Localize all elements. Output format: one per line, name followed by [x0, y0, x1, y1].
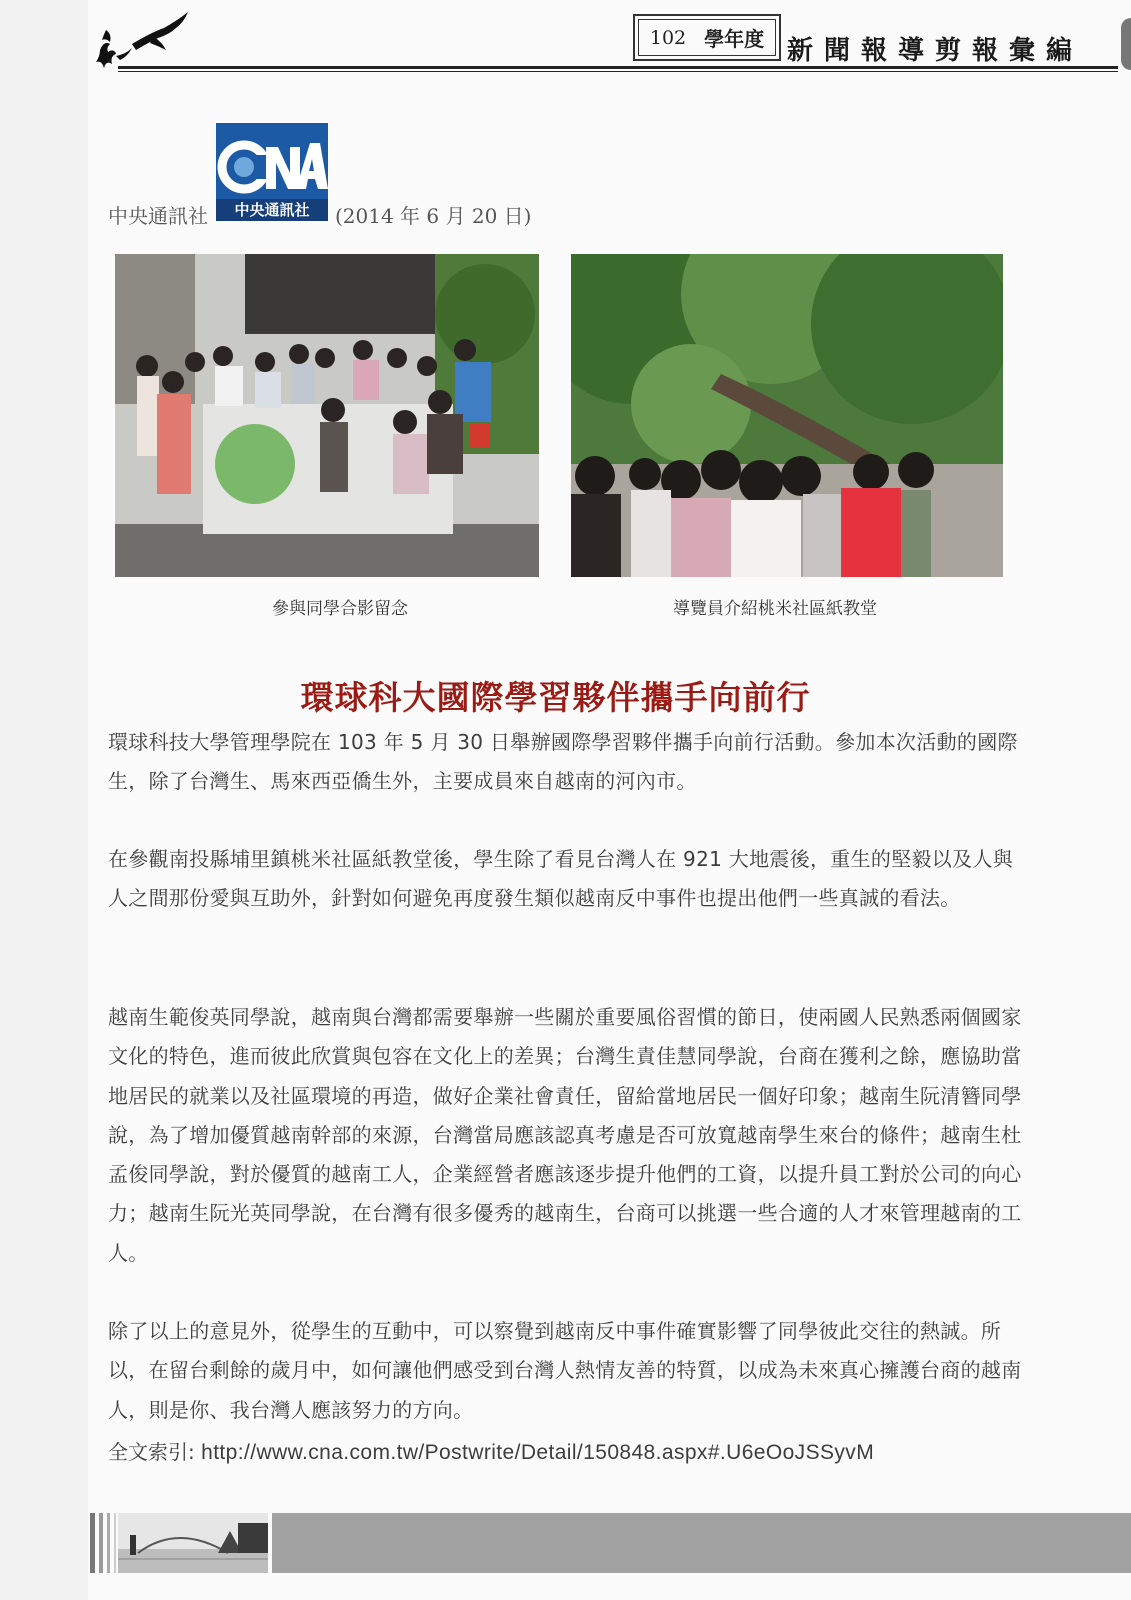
article-paragraph-1: 環球科技大學管理學院在 103 年 5 月 30 日舉辦國際學習夥伴攜手向前行活動。參加本次活動的國際生，除了台灣生、馬來西亞僑生外，主要成員來自越南的河內市。 [108, 730, 1018, 794]
header-title: 新聞報導剪報彙編 [787, 36, 1084, 66]
reference-link[interactable]: http://www.cna.com.tw/Postwrite/Detail/150848.aspx#.U6eOoJSSyvM [201, 1441, 875, 1464]
article-paragraph-4: 除了以上的意見外，從學生的互動中，可以察覺到越南反中事件確實影響了同學彼此交往的熱誠。所以，在留台剩餘的歲月中，如何讓他們感受到台灣人熱情友善的特質，以成為未來真心擁護台商的越南人，則是你、我台灣人應該努力的方向。 [108, 1319, 1022, 1422]
header-rule-thin [118, 71, 1118, 72]
photo-caption-left: 參與同學合影留念 [272, 599, 408, 619]
source-agency: 中央通訊社 [108, 204, 208, 228]
group-photo [115, 254, 539, 577]
cna-logo-subtext: 中央通訊社 [216, 199, 328, 221]
page-margin [0, 0, 88, 1600]
corner-tab [1121, 18, 1131, 70]
photo-caption-right: 導覽員介紹桃米社區紙教堂 [673, 599, 877, 619]
article-paragraph-3: 越南生範俊英同學說，越南與台灣都需要舉辦一些關於重要風俗習慣的節日，使兩國人民熟悉兩個國家文化的特色，進而彼此欣賞與包容在文化上的差異；台灣生責佳慧同學說，台商在獲利之餘，應協助當地居民的就業以及社區環境的再造，做好企業社會責任，留給當地居民一個好印象；越南生阮清簪同學說，為了增加優質越南幹部的來源，台灣當局應該認真考慮是否可放寬越南學生來台的條件；越南生杜孟俊同學說，對於優質的越南工人，企業經營者應該逐步提升他們的工資，以提升員工對於公司的向心力；越南生阮光英同學說，在台灣有很多優秀的越南生，台商可以挑選一些合適的人才來管理越南的工人。 [108, 1005, 1022, 1265]
year-number: 102 [649, 26, 687, 49]
academic-year-box [633, 14, 781, 61]
article-paragraph-2: 在參觀南投縣埔里鎮桃米社區紙教堂後，學生除了看見台灣人在 921 大地震後，重生的堅毅以及人與人之間那份愛與互助外，針對如何避免再度發生類似越南反中事件也提出他們一些真誠的看法。 [108, 847, 1013, 911]
reference-label: 全文索引: [108, 1440, 202, 1464]
tour-guide-photo [571, 254, 1003, 577]
full-text-reference [108, 1436, 874, 1465]
eagle-logo-icon [92, 10, 202, 72]
cna-logo-icon [216, 123, 328, 201]
article-title: 環球科大國際學習夥伴攜手向前行 [300, 678, 811, 717]
cna-logo [216, 123, 328, 221]
footer-landscape-image [118, 1513, 268, 1573]
footer-bar [272, 1513, 1131, 1573]
source-date: (2014 年 6 月 20 日) [335, 204, 532, 228]
footer-stripes [90, 1513, 118, 1573]
year-label: 學年度 [704, 27, 765, 51]
